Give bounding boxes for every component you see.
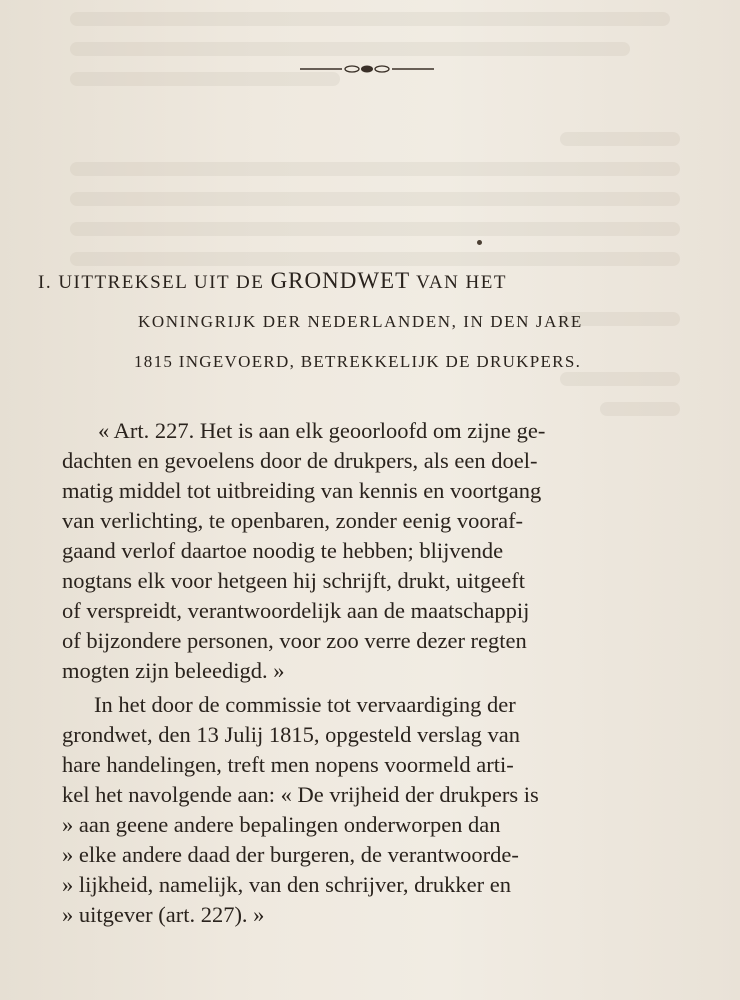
text-line: » uitgever (art. 227). » [62,902,265,927]
heading-title-word: GRONDWET [270,268,411,293]
heading-line-1 [38,268,684,294]
text-line: hare handelingen, treft men nopens voormeld arti- [62,752,514,777]
text-line: » lijkheid, namelijk, van den schrijver, drukker en [62,872,511,897]
text-line: grondwet, den 13 Julij 1815, opgesteld verslag van [62,722,521,747]
heading-suffix: VAN HET [416,272,507,293]
text-line: van verlichting, te openbaren, zonder eenig vooraf- [62,508,524,533]
text-line: dachten en gevoelens door de drukpers, als een doel- [62,448,538,473]
commentary-paragraph [62,690,684,930]
heading-line-3: 1815 INGEVOERD, BETREKKELIJK DE DRUKPERS. [134,352,582,371]
ornament-divider-icon [300,62,434,76]
text-line: mogten zijn beleedigd. » [62,658,285,683]
heading-prefix: I. UITTREKSEL UIT DE [38,272,265,293]
heading-line-2: KONINGRIJK DER NEDERLANDEN, IN DEN JARE [138,312,583,331]
text-line: » aan geene andere bepalingen onderworpen dan [62,812,501,837]
text-line: » elke andere daad der burgeren, de verantwoorde- [62,842,519,867]
text-line: gaand verlof daartoe noodig te hebben; blijvende [62,538,504,563]
article-paragraph [62,416,684,686]
text-line: In het door de commissie tot vervaardiging der [94,692,516,717]
text-line: « Art. 227. Het is aan elk geoorloofd om zijne ge- [98,418,546,443]
text-line: matig middel tot uitbreiding van kennis en voortgang [62,478,542,503]
text-line: of bijzondere personen, voor zoo verre dezer regten [62,628,527,653]
text-line: of verspreidt, verantwoordelijk aan de maatschappij [62,598,530,623]
text-line: kel het navolgende aan: « De vrijheid der drukpers is [62,782,539,807]
text-line: nogtans elk voor hetgeen hij schrijft, drukt, uitgeeft [62,568,526,593]
ink-speck [477,240,482,245]
